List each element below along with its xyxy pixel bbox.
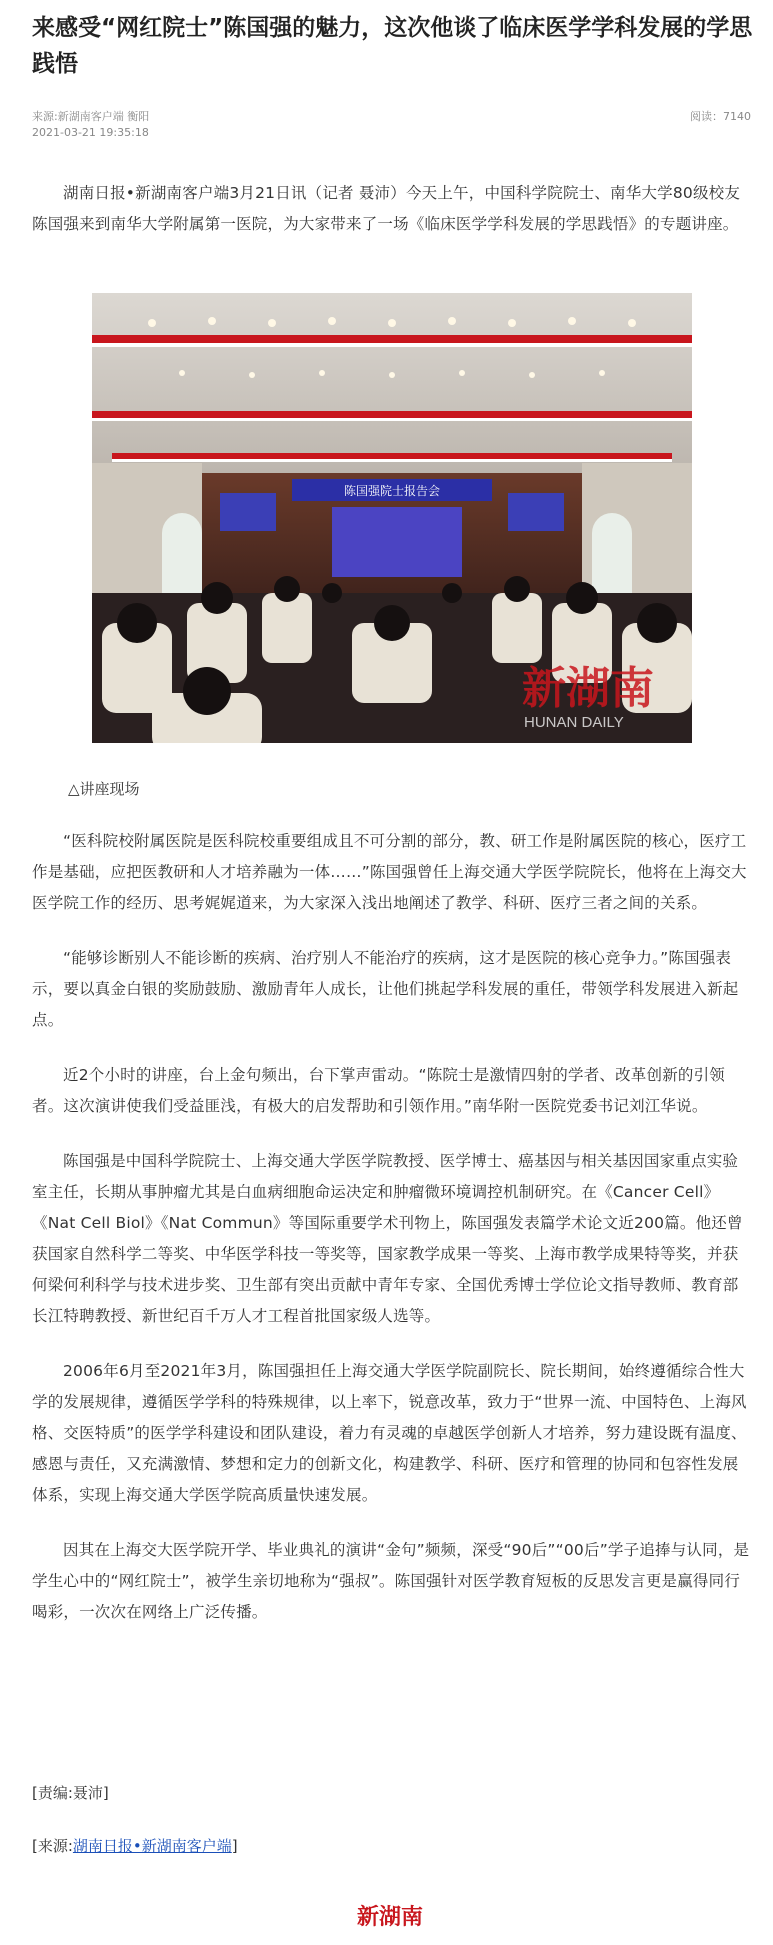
source-line (32, 1835, 238, 1856)
body-paragraph: 因其在上海交大医学院开学、毕业典礼的演讲“金句”频频，深受“90后”“00后”学子追捧与认同，是学生心中的“网红院士”，被学生亲切地称为“强叔”。陈国强针对医学教育短板的反思发言更是赢得同行喝彩，一次次在网络上广泛传播。 (32, 1541, 750, 1621)
body-paragraph: 2006年6月至2021年3月，陈国强担任上海交通大学医学院副院长、院长期间，始终遵循综合性大学的发展规律，遵循医学学科的特殊规律，以上率下，锐意改革，致力于“世界一流、中国特色、上海风格、交医特质”的医学学科建设和团队建设，着力有灵魂的卓越医学创新人才培养，努力建设既有温度、感恩与责任，又充满激情、梦想和定力的创新文化，构建教学、科研、医疗和管理的协同和包容性发展体系，实现上海交通大学医学院高质量快速发展。 (32, 1362, 747, 1504)
lecture-photo (92, 293, 692, 743)
watermark-en: HUNAN DAILY (524, 714, 624, 731)
editor-credit: [责编:聂沛] (32, 1784, 109, 1802)
article-lead (32, 178, 750, 256)
photo-caption: △讲座现场 (68, 780, 140, 798)
article-body (32, 826, 750, 1652)
article-title: 来感受“网红院士”陈国强的魅力，这次他谈了临床医学学科发展的学思践悟 (32, 15, 753, 77)
body-paragraph: 陈国强是中国科学院院士、上海交通大学医学院教授、医学博士、癌基因与相关基因国家重点实验室主任，长期从事肿瘤尤其是白血病细胞命运决定和肿瘤微环境调控机制研究。在《Cancer Cell》《Nat Cell Biol》《Nat Commun》等国际重要学术刊物上，陈国强发表篇学术论文近200篇。他还曾获国家自然科学二等奖、中华医学科技一等奖等，国家教学成果一等奖、上海市教学成果特等奖，并获何梁何利科学与技术进步奖、卫生部有突出贡献中青年专家、全国优秀博士学位论文指导教师、教育部长江特聘教授、新世纪百千万人才工程首批国家级人选等。 (32, 1152, 743, 1325)
body-paragraph: “能够诊断别人不能诊断的疾病、治疗别人不能治疗的疾病，这才是医院的核心竞争力。”陈国强表示，要以真金白银的奖励鼓励、激励青年人成长，让他们挑起学科发展的重任，带领学科发展进入新起点。 (32, 949, 739, 1029)
lead-paragraph: 湖南日报•新湖南客户端3月21日讯（记者 聂沛）今天上午，中国科学院院士、南华大学80级校友陈国强来到南华大学附属第一医院，为大家带来了一场《临床医学学科发展的学思践悟》的专题讲座。 (32, 184, 741, 233)
lecture-hall-illustration (92, 293, 692, 743)
article-source: 来源:新湖南客户端 衡阳 (32, 110, 150, 123)
footer-logo[interactable] (350, 1898, 430, 1932)
read-count: 阅读：7140 (690, 110, 751, 123)
body-paragraph: “医科院校附属医院是医科院校重要组成且不可分割的部分，教、研工作是附属医院的核心，医疗工作是基础，应把医教研和人才培养融为一体……”陈国强曾任上海交通大学医学院院长，他将在上海交大医学院工作的经历、思考娓娓道来，为大家深入浅出地阐述了教学、科研、医疗三者之间的关系。 (32, 832, 747, 912)
source-suffix: ] (231, 1837, 238, 1855)
source-prefix: [来源: (32, 1837, 73, 1855)
watermark-cn: 新湖南 (522, 663, 654, 714)
footer-logo-text: 新湖南 (356, 1904, 424, 1930)
stage-banner-text: 陈国强院士报告会 (343, 484, 441, 498)
source-link[interactable]: 湖南日报•新湖南客户端 (72, 1837, 232, 1855)
article-timestamp: 2021-03-21 19:35:18 (32, 126, 149, 139)
body-paragraph: 近2个小时的讲座，台上金句频出，台下掌声雷动。“陈院士是激情四射的学者、改革创新的引领者。这次演讲使我们受益匪浅，有极大的启发帮助和引领作用。”南华附一医院党委书记刘江华说。 (32, 1066, 725, 1115)
